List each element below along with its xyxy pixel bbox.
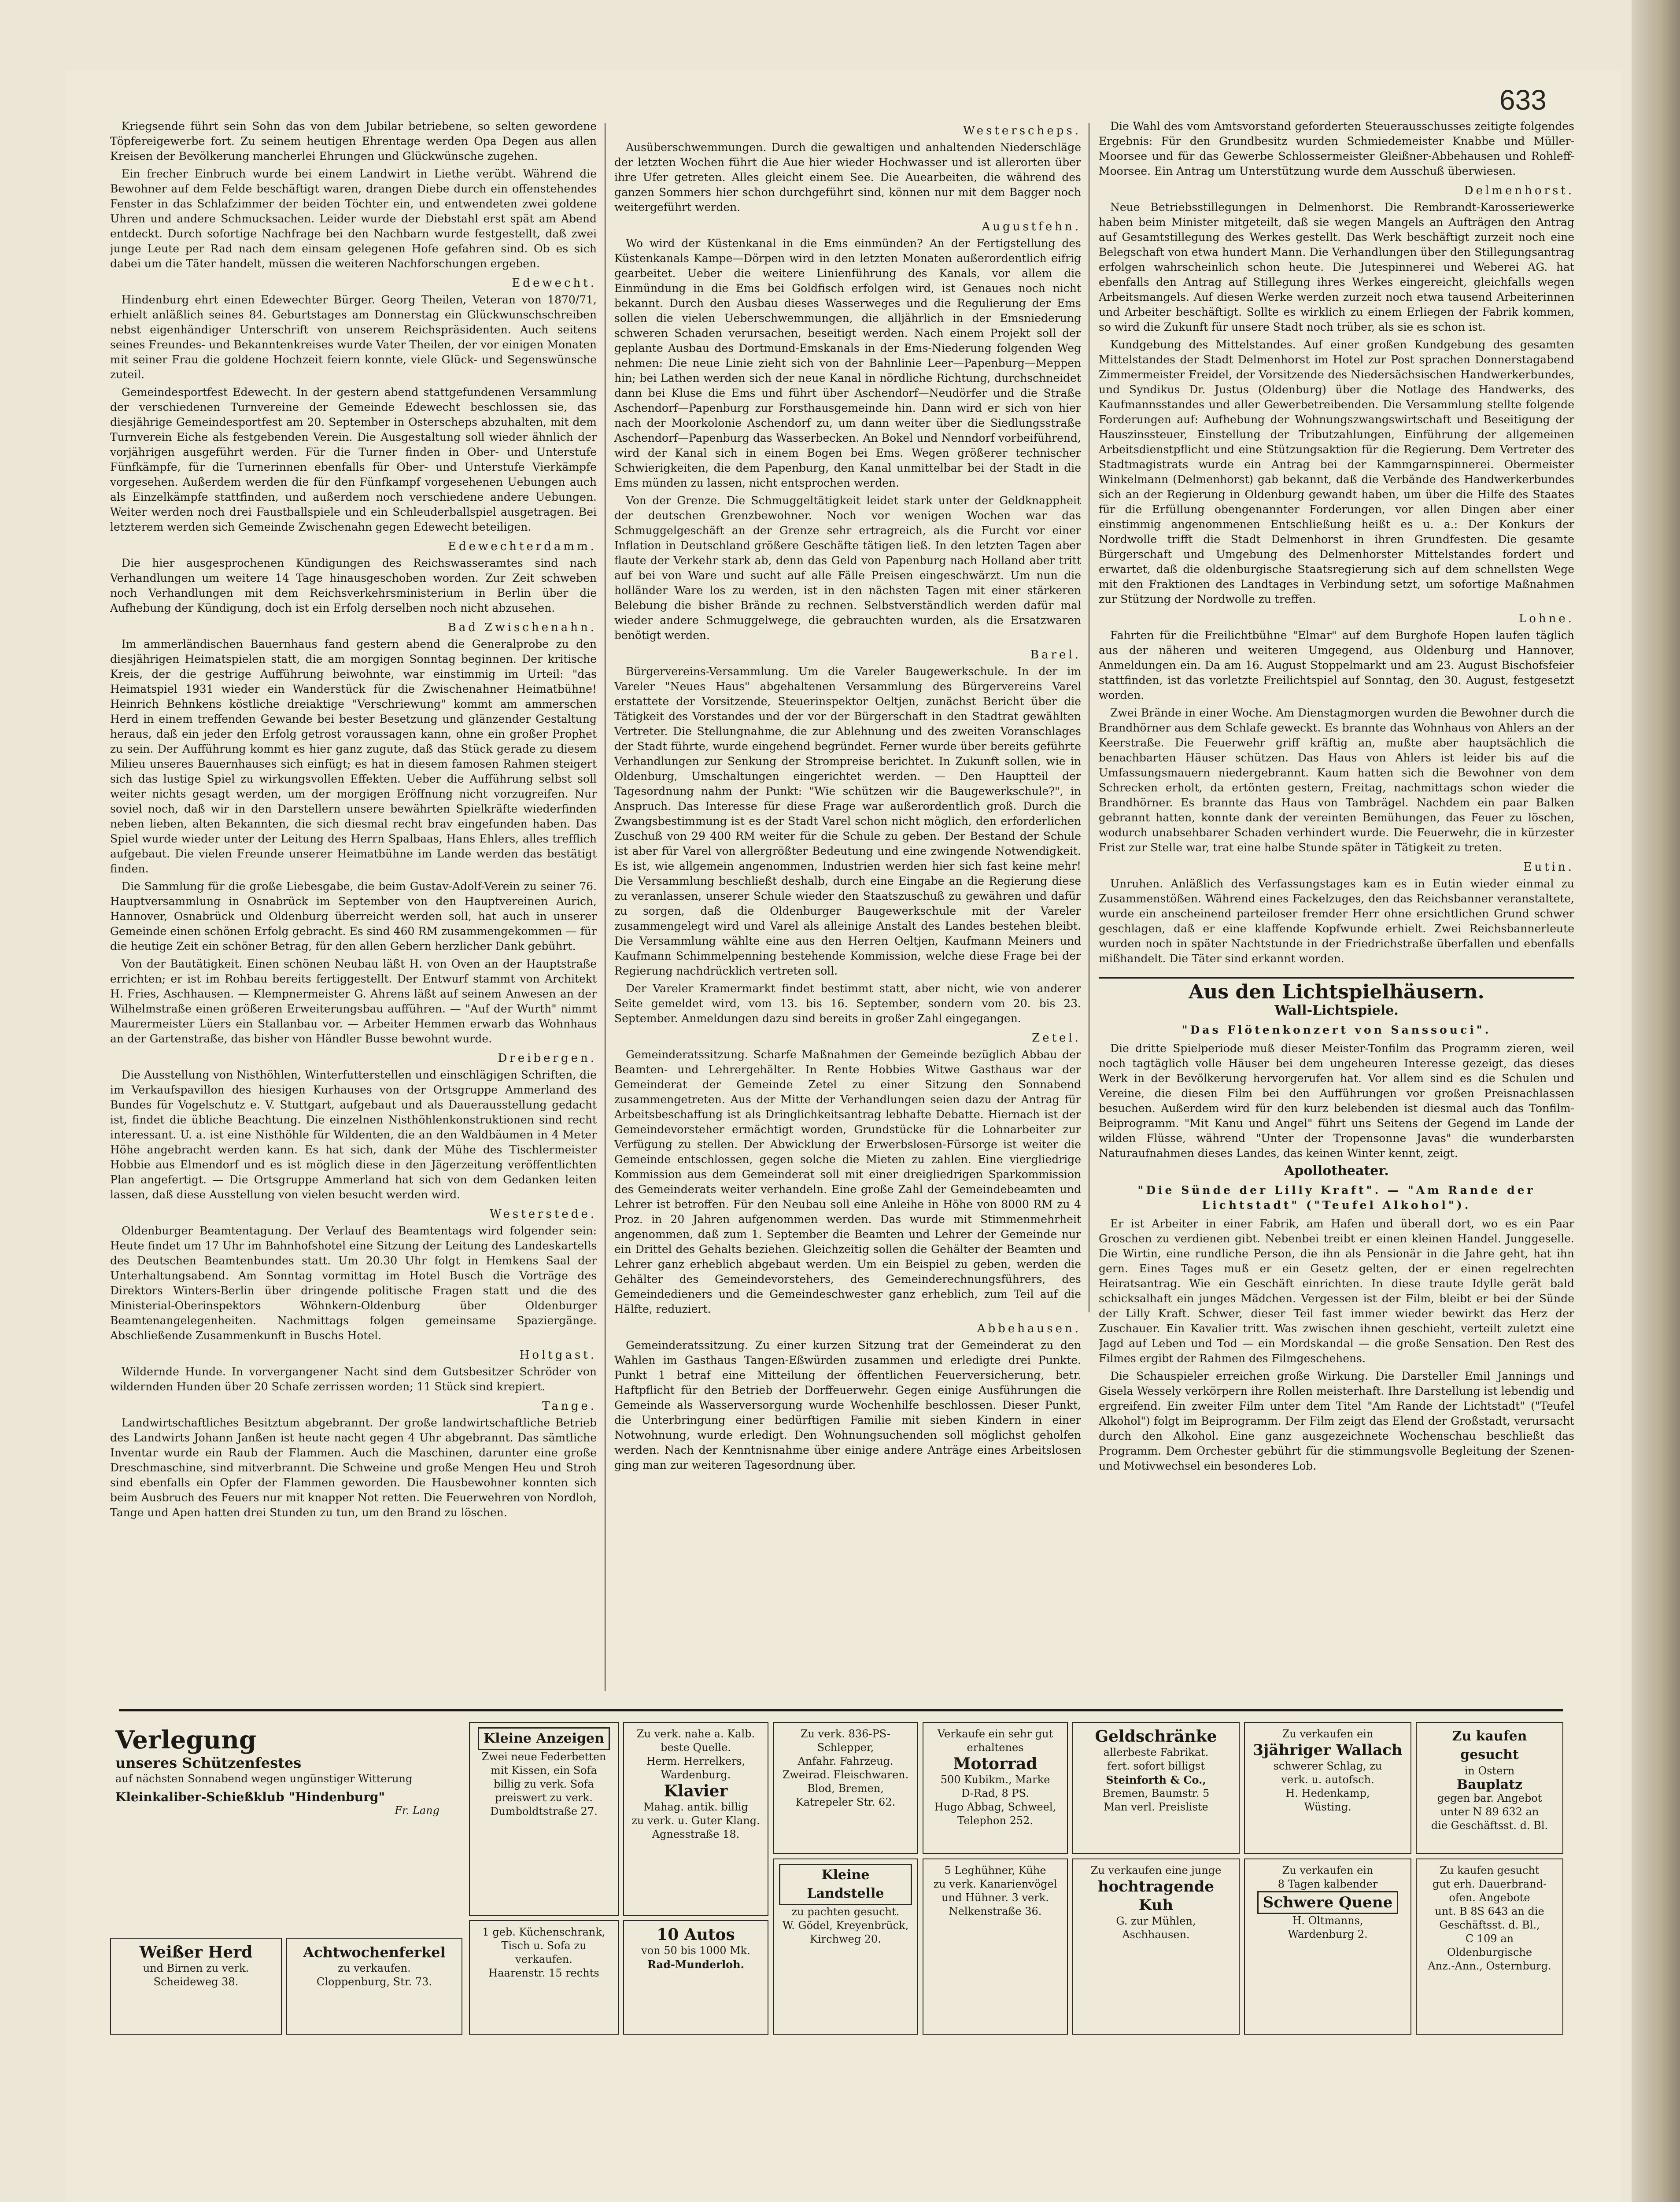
ad-line: 500 Kubikm., Marke (940, 1773, 1050, 1786)
article-paragraph: Gemeinderatssitzung. Scharfe Maßnahmen der Gemeinde bezüglich Abbau der Beamten- und Lehrergehälter. In Rente Hobbies Witwe Gasthaus war der Gemeinderat der Gemeinde Zetel zu einer Sitzung den Sonnabend zusammengetreten. Aus der Mitte der Verhandlungen seien dazu der Antrag für Arbeitsbeschaffung ist als Dringlichkeitsantrag lebhafte Debatte. Hiernach ist der Gemeindevorsteher ermächtigt worden, Grundstücke für die Lohnarbeiter zur Verfügung zu stellen. Der Abwicklung der Erwerbslosen-Fürsorge ist weiter die Gemeinde entschlossen, gegen solche die Mieten zu zahlen. Eine viergliedrige Kommission aus dem Gemeinderat soll mit einer dreigliedrigen Sparkommission des Gemeinderats weiter verhandeln. Eine große Zahl der Gemeindebeamten und Lehrer ist betroffen. Für den Neubau soll eine Anleihe in Höhe von 8000 RM zu 4 Proz. in 20 Jahren aufgenommen werden. Das wurde mit Stimmenmehrheit angenommen, daß zum 1. September die Beamten und Lehrer der Gemeinde nur ein Drittel des Gehalts beziehen. Gleichzeitig sollen die Gehälter der Beamten und Lehrer ganz erheblich abgebaut werden. Um ein Beispiel zu geben, werden die Gehälter des Gemeindevorstehers, des Gemeinderechnungsführers, des Gemeindedieners und die Gemeindeschwester ganz erheblich, zum Teil auf die Hälfte, reduziert. (614, 1048, 1081, 1315)
ad-line: Bremen, Baumstr. 5 (1102, 1787, 1210, 1799)
article-paragraph: Der Vareler Kramermarkt findet bestimmt statt, aber nicht, wie von anderer Seite gemeldet wird, vom 13. bis 16. September, sondern vom 20. bis 23. September. Anmeldungen dazu sind bereits in großer Zahl eingegangen. (614, 982, 1081, 1025)
article-paragraph: Kundgebung des Mittelstandes. Auf einer großen Kundgebung des gesamten Mittelstandes der Stadt Delmenhorst im Hotel zur Post sprachen Donnerstagabend Zimmermeister Freidel, der Vorsitzende des Niedersächsischen Handwerkerbundes, und Syndikus Dr. Justus (Oldenburg) über die Notlage des Handwerks, des Kaufmannsstandes und aller Gewerbetreibenden. Die Versammlung stellte folgende Forderungen auf: Aufhebung der Wohnungszwangswirtschaft und Beseitigung der Hauszinssteuer, Einstellung der Tributzahlungen, Einführung der allgemeinen Arbeitsdienstpflicht und eine Stützungsaktion für die Regierung. Dem Vertreter des Stadtmagistrats wurde ein Antrag bei der Kammgarnspinnerei. Obermeister Winkelmann (Delmenhorst) gab bekannt, daß die Verbände des Handwerkerbundes sich an der Regierung in Oldenburg gewandt haben, um über die Hilfe des Staates für die Erfüllung obengenannter Forderungen, vor allen Dingen aber einer einstimmig angenommenen Entschließung heißt es u. a.: Der Konkurs der Nordwolle trifft die Stadt Delmenhorst in ihren Grundfesten. Die gesamte Bürgerschaft und Umgebung des Delmenhorster Mittelstandes fordert und erwartet, daß die oldenburgische Staatsregierung sich auf dem schnellsten Wege mit den Fraktionen des Landtages in Verbindung setzt, um sofortige Maßnahmen zur Stützung der Nordwolle zu treffen. (1099, 338, 1574, 606)
ad-line: Zu verkaufen eine junge (1090, 1864, 1222, 1877)
ad-line: Dumboldtstraße 27. (490, 1805, 598, 1818)
ad-title: Achtwochenferkel (303, 1944, 446, 1961)
ad-line: verk. u. autofsch. (1281, 1773, 1374, 1786)
ad-line: und Birnen zu verk. (143, 1962, 249, 1974)
ad-wallach (1244, 1722, 1411, 1854)
ad-line: 5 Leghühner, Kühe (944, 1864, 1046, 1877)
ad-line: schwerer Schlag, zu (1273, 1760, 1382, 1772)
ad-title: Zu kaufen gesucht (1452, 1729, 1527, 1762)
ad-title: Verlegung (115, 1725, 257, 1755)
ad-line: H. Oltmanns, (1292, 1914, 1363, 1927)
dateline: Barel. (1030, 648, 1081, 661)
ad-line: mit Kissen, ein Sofa (491, 1764, 597, 1777)
article-paragraph: Von der Bautätigkeit. Einen schönen Neubau läßt H. von Oven an der Hauptstraße errichten; er ist im Rohbau bereits fertiggestellt. Der Entwurf stammt von Architekt H. Fries, Aschhausen. — Klempnermeister G. Ahrens läßt auf seinem Anwesen an der Wilhelmstraße einen größeren Erweiterungsbau aufführen. — "Auf der Wurth" nimmt Maurermeister Lüers ein Stallanbau vor. — Arbeiter Hemmen erwarb das Wohnhaus an der Gartenstraße, das bisher von Händler Busse bewohnt wurde. (110, 957, 597, 1045)
ad-line: in Ostern (1464, 1765, 1515, 1777)
ad-line: Anfahr. Fahrzeug. (798, 1755, 894, 1767)
ad-line: Wardenburg. (661, 1769, 731, 1781)
ad-line: 8 Tagen kalbender (1278, 1878, 1378, 1890)
ad-klavier (623, 1722, 768, 1916)
ads-divider (119, 1709, 1563, 1711)
ad-title: hochtragende Kuh (1098, 1878, 1214, 1914)
ad-line: Anz.-Ann., Osternburg. (1428, 1960, 1551, 1972)
ad-signature: Fr. Lang (395, 1804, 439, 1817)
ad-line: Zwei neue Federbetten (481, 1751, 606, 1763)
page-number: 633 (1499, 84, 1547, 116)
ad-achtwochenferkel (286, 1938, 462, 2035)
ad-autos (623, 1920, 768, 2035)
ad-line: verkaufen. (515, 1953, 572, 1966)
ad-line: Nelkenstraße 36. (949, 1905, 1042, 1918)
ad-line: zu verk. Kanarienvögel (933, 1878, 1057, 1890)
ad-line: C 109 an Oldenburgische (1447, 1932, 1532, 1958)
ad-geldschraenke (1072, 1722, 1240, 1854)
article-paragraph: Unruhen. Anläßlich des Verfassungstages kam es in Eutin wieder einmal zu Zusammenstößen. Während eines Fackelzuges, den das Reichsbanner veranstaltete, wurde ein anscheinend parteiloser fremder Herr ohne ersichtlichen Grund schwer geschlagen, daß er eine klaffende Kopfwunde erhielt. Zwei Reichsbannerleute wurden noch in später Nachtstunde in der Friedrichstraße überfallen und ebenfalls mißhandelt. Die Täter sind erkannt worden. (1099, 877, 1574, 965)
ad-line: Man verl. Preisliste (1104, 1801, 1208, 1813)
article-paragraph: Zwei Brände in einer Woche. Am Dienstagmorgen wurden die Bewohner durch die Brandhörner aus dem Schlafe geweckt. Es brannte das Wohnhaus von Ahlers an der Keerstraße. Die Feuerwehr griff kräftig an, mußte aber hauptsächlich die benachbarten Häuser schützen. Das Haus von Ahlers ist leider bis auf die Umfassungsmauern niedergebrannt. Kaum hatten sich die Bewohner von dem Schrecken erholt, da ertönten gestern, Freitag, nachmittags schon wieder die Brandhörner. Es brannte das Haus von Tambrägel. Nachdem ein paar Balken gebrannt hatten, konnte dank der vereinten Bemühungen, das Feuer zu löschen, wodurch unabsehbarer Schaden verhindert wurde. Die Feuerwehr, die in kürzester Frist zur Stelle war, trat eine halbe Stunde später in Tätigkeit zu treten. (1099, 706, 1574, 854)
ad-org: Kleinkaliber-Schießklub "Hindenburg" (115, 1790, 385, 1804)
ad-line: fert. sofort billigst (1107, 1760, 1205, 1772)
ad-line: preiswert zu verk. (495, 1792, 593, 1804)
ad-title: Weißer Herd (139, 1943, 253, 1962)
dateline: Abbehausen. (977, 1322, 1081, 1335)
ad-line: ofen. Angebote (1449, 1892, 1530, 1904)
ad-line: W. Gödel, Kreyenbrück, Kirchweg 20. (782, 1919, 909, 1945)
article-paragraph: Neue Betriebsstillegungen in Delmenhorst. Die Rembrandt-Karosseriewerke haben beim Minister mitgeteilt, daß sie wegen Mangels an Aufträgen den Antrag auf Gesamtstillegung des Werkes gestellt. Das Werk beschäftigt zurzeit noch eine Belegschaft von etwa hundert Mann. Die Verhandlungen über den Stillegungsantrag erfolgen wahrscheinlich schon heute. Die Jutespinnerei und Weberei AG. hat ebenfalls den Antrag auf Stillegung ihres Werkes eingereicht, gleichfalls wegen Arbeitsmangels. Auf diesen Werke werden zurzeit noch etwa tausend Arbeiterinnen und Arbeiter beschäftigt. Sollte es wirklich zu einem Erliegen der Fabrik kommen, so wird die Zukunft für unsere Stadt noch trüber, als sie es schon ist. (1099, 201, 1574, 333)
ad-line: zu verkaufen. (338, 1962, 411, 1974)
ad-dauerbrand (1416, 1858, 1563, 2035)
ad-title: Kleine Landstelle (779, 1864, 912, 1905)
dateline: Lohne. (1518, 612, 1574, 625)
ad-line: Haarenstr. 15 rechts (488, 1967, 599, 1979)
ad-line: G. zur Mühlen, (1116, 1915, 1196, 1927)
ad-line: und Hühner. 3 verk. (942, 1892, 1049, 1904)
ad-title: Kleine Anzeigen (478, 1727, 610, 1750)
ad-title: 3jähriger Wallach (1253, 1741, 1403, 1759)
dateline: Westerscheps. (963, 124, 1081, 137)
column-rule (605, 123, 606, 1691)
dateline: Delmenhorst. (1464, 184, 1574, 197)
ad-fleischwaren (773, 1722, 918, 1854)
ad-line: Verkaufe ein sehr gut erhaltenes (937, 1728, 1053, 1754)
ad-line: H. Hedenkamp, (1285, 1787, 1370, 1799)
article-paragraph: Ausüberschwemmungen. Durch die gewaltigen und anhaltenden Niederschläge der letzten Wochen führt die Aue hier wieder Hochwasser und ist allerorten über ihre Ufer getreten. Alles gleicht einem See. Die Auearbeiten, die während des ganzen Sommers hier schon durchgeführt sind, können nur mit dem Bagger noch weitergeführt werden. (614, 141, 1081, 214)
column-3 (1099, 119, 1574, 1689)
dateline: Bad Zwischenahn. (447, 621, 597, 634)
ad-line: unter N 89 632 an (1440, 1806, 1539, 1818)
ad-line: Mahag. antik. billig (643, 1801, 748, 1813)
dateline: Zetel. (1032, 1031, 1081, 1045)
headline: "Das Flötenkonzert von Sanssouci". (1182, 1023, 1492, 1036)
ad-line: Hugo Abbag, Schweel, (934, 1801, 1056, 1813)
article-paragraph: Die Ausstellung von Nisthöhlen, Winterfutterstellen und einschlägigen Schriften, die im Verkaufspavillon des hiesigen Kurhauses von der Ortsgruppe Ammerland des Bundes für Vogelschutz e. V. Stuttgart, aufgebaut und als Dauerausstellung gedacht ist, findet die übliche Beachtung. Die einzelnen Nisthöhlenkonstruktionen sind recht interessant. U. a. ist eine Nisthöhle für Wildenten, die an den Waldbäumen in 4 Meter Höhe angebracht werden kann. Es hat sich, dank der Mühe des Tischlermeister Hobbie aus Elmendorf und es ist möglich diese in den Jägerzeitung veröffentlichten Plan angefertigt. — Die Ortsgruppe Ammerland hat sich von dem Gedanken leiten lassen, daß diese Ausstellung von vielen besucht werden wird. (110, 1068, 597, 1201)
ad-line: Geschäftsst. d. Bl., (1439, 1919, 1540, 1931)
dateline: Eutin. (1523, 861, 1574, 874)
ad-line: Scheideweg 38. (153, 1976, 239, 1988)
ad-line: billig zu verk. Sofa (494, 1778, 594, 1790)
ad-kleine-anzeigen (469, 1722, 619, 1916)
ad-title: Schwere Quene (1257, 1891, 1399, 1914)
article-paragraph: Gemeindesportfest Edewecht. In der gestern abend stattgefundenen Versammlung der verschiedenen Turnvereine der Gemeinde Edewecht beschlossen sie, das diesjährige Gemeindesportfest am 20. September in Osterscheps abzuhalten, mit dem Turnverein Eiche als festgebenden Verein. Die Ausgestaltung soll wieder ähnlich der vorjährigen ausgeführt werden. Für die Turner finden in Ober- und Unterstufe Fünfkämpfe, für die Turnerinnen ebenfalls für Ober- und Unterstufe Vierkämpfe vorgesehen. Außerdem werden die für den Fünfkampf vorgesehenen Uebungen auch als Einzelkämpfe stattfinden, und außerdem noch verschiedene andere Uebungen. Weiter werden noch drei Faustballspiele und ein Schleuderballspiel ausgetragen. Bei letzterem werden sich Gemeinde Zwischenahn gegen Edewecht beteiligen. (110, 386, 597, 533)
ad-kuechenschrank (469, 1920, 619, 2035)
ad-line: Zu verk. 836-PS-Schlepper, (800, 1728, 891, 1754)
ad-line: Wardenburg 2. (1288, 1928, 1368, 1940)
ad-motorrad (923, 1722, 1068, 1854)
article-paragraph: Die dritte Spielperiode muß dieser Meister-Tonfilm das Programm zieren, weil noch tagtäglich volle Häuser bei dem ungeheuren Interesse gezeigt, das dieses Werk in der Bevölkerung hervorgerufen hat. Vor allem sind es die Schulen und Vereine, die diesen Film bei den Aufführungen vor großen Preisnachlassen besuchen. Außerdem wird für den kurz belebenden ist diesmal auch das Tonfilm-Beiprogramm. "Mit Kanu und Angel" führt uns Seitens der Gegend im Lande der wilden Flüsse, während "Unter der Tropensonne Javas" die wunderbarsten Naturaufnahmen dieses Landes, das keinen Winter kennt, zeigt. (1099, 1042, 1574, 1160)
article-paragraph: Fahrten für die Freilichtbühne "Elmar" auf dem Burghofe Hopen laufen täglich aus der näheren und weiteren Umgegend, aus Oldenburg und Hannover, Anmeldungen ein. Da am 16. August Stoppelmarkt und am 23. August Bischofsfeier stattfinden, ist das vorletzte Freilichtspiel auf Sonntag, den 30. August, festgesetzt worden. (1099, 629, 1574, 702)
subsection-heading: Wall-Lichtspiele. (1274, 1003, 1399, 1018)
ad-line: Steinforth & Co., (1106, 1773, 1206, 1786)
ad-line: Agnesstraße 18. (652, 1828, 740, 1840)
ad-leghuehner (923, 1858, 1068, 2035)
article-paragraph: Von der Grenze. Die Schmuggeltätigkeit leidet stark unter der Geldknappheit der deutschen Grenzbewohner. Noch vor wenigen Wochen war das Schmuggelgeschäft an der Grenze sehr ertragreich, als die Furcht vor einer Inflation in Deutschland größere Geschäfte tätigen ließ. In den letzten Tagen aber flaute der Verkehr stark ab, denn das Geld von Papenburg nach Holland aber tritt auf bei von Ware und sucht auf alle Fälle Preisen eingeschwärzt. Um nun die holländer Ware los zu werden, ist in den nächsten Tagen mit einer stärkeren Belebung die bisher Brände zu rechnen. Selbstverständlich werden dafür mal wieder andere Schmuggelwege, die gebrauchten wurden, als die Ersatzwaren benötigt werden. (614, 494, 1081, 642)
ad-line: 1 geb. Küchenschrank, (482, 1926, 606, 1938)
ad-title: Motorrad (953, 1755, 1038, 1773)
ad-title: Geldschränke (1095, 1727, 1217, 1746)
ad-line: Aschhausen. (1122, 1929, 1190, 1941)
ad-line: Wüsting. (1304, 1801, 1351, 1813)
ad-line: Zweirad. Fleischwaren. (782, 1769, 909, 1781)
ad-verlegung (110, 1722, 445, 1927)
article-paragraph: Landwirtschaftliches Besitztum abgebrannt. Der große landwirtschaftliche Betrieb des Landwirts Johann Janßen ist heute nacht gegen 4 Uhr abgebrannt. Das sämtliche Inventar wurde ein Raub der Flammen. Auch die Maschinen, darunter eine große Dreschmaschine, sind mitverbrannt. Die Schweine und große Mengen Heu und Stroh sind ebenfalls ein Opfer der Flammen geworden. Die Hausbewohner konnten sich beim Ausbruch des Feuers nur mit knapper Not retten. Die Feuerwehren von Nordloh, Tange und Apen hatten drei Stunden zu tun, um den Brand zu löschen. (110, 1416, 597, 1519)
ad-line: die Geschäftsst. d. Bl. (1431, 1819, 1548, 1832)
column-1 (110, 119, 597, 1696)
column-2 (614, 119, 1081, 1678)
ad-schwere-quene (1244, 1858, 1411, 2035)
ad-weisser-herd (110, 1938, 282, 2035)
article-paragraph: Wildernde Hunde. In vorvergangener Nacht sind dem Gutsbesitzer Schröder von wildernden Hunden über 20 Schafe zerrissen worden; 11 Stück sind krepiert. (110, 1365, 597, 1393)
article-paragraph: Die Sammlung für die große Liebesgabe, die beim Gustav-Adolf-Verein zu seiner 76. Hauptversammlung in Osnabrück im September von den Hauptvereinen Aurich, Hannover, Osnabrück und Oldenburg überreicht werden soll, hat auch in unserer Gemeinde einen schönen Erfolg gebracht. Es sind 460 RM zusammengekommen — für die heutige Zeit ein schöner Betrag, für den allen Gebern herzlicher Dank gebührt. (110, 880, 597, 953)
article-paragraph: Die Wahl des vom Amtsvorstand geforderten Steuerausschusses zeitigte folgendes Ergebnis: Für den Grundbesitz wurden Schmiedemeister Knabbe und Müller-Moorsee und für das Gewerbe Schlossermeister Gleißner-Abbehausen und Rohleff-Moorsee. Ein Antrag um Unterstützung wurde dem Ausschuß überwiesen. (1099, 120, 1574, 177)
ad-line: unt. B 8S 643 an die (1435, 1905, 1544, 1918)
headline: "Die Sünde der Lilly Kraft". — "Am Rande der Lichtstadt" ("Teufel Alkohol"). (1137, 1184, 1536, 1212)
article-paragraph: Bürgervereins-Versammlung. Um die Vareler Baugewerkschule. In der im Vareler "Neues Haus" abgehaltenen Versammlung des Bürgervereins Varel erstattete der Vorsitzende, Steuerinspektor Oeltjen, zunächst Bericht über die Tätigkeit des Vorstandes und der vor der Bürgerschaft in den Stadtrat gewählten Vertreter. Die Stellungnahme, die zur Ablehnung und des zweiten Voranschlages der Stadt führte, wurde eingehend begründet. Ferner wurde über bereits geführte Verhandlungen zur Senkung der Strompreise berichtet. In Zukunft sollen, wie in Oldenburg, Umschaltungen eingerichtet werden. — Den Hauptteil der Tagesordnung nahm der Punkt: "Wie schützen wir die Baugewerkschule?", in Anspruch. Das Interesse für diese Frage war außerordentlich groß. Durch die Zwangsbestimmung ist es der Stadt Varel schon nicht möglich, den erforderlichen Zuschuß von 29 400 RM weiter für die Schule zu geben. Der Bestand der Schule ist aber für Varel von allergrößter Bedeutung und eine zwingende Notwendigkeit. Es ist, wie allgemein angenommen, Industrien werden hier sich fast keine mehr! Die Versammlung beschließt deshalb, durch eine Eingabe an die Regierung diese zu veranlassen, unserer Schule wieder den Staatszuschuß zu gewähren und dafür zu sorgen, daß die Oldenburger Baugewerkschule mit der Vareler zusammengelegt wird und Varel als alleinige Anstalt des Landes bestehen bleibt. Die Versammlung wählte eine aus den Herren Oeltjen, Kaufmann Meiners und Kaufmann Schimmelpenning bestehende Kommission, welche diese Frage bei der Regierung nachdrücklich vertreten soll. (614, 665, 1081, 977)
article-paragraph: Die hier ausgesprochenen Kündigungen des Reichswasseramtes sind nach Verhandlungen um weitere 14 Tage hinausgeschoben worden. Zur Zeit schweben noch Verhandlungen mit dem Reichsverkehrsministerium in Berlin über die Aufhebung der Kündigung, doch ist ein Erfolg derselben noch nicht abzusehen. (110, 557, 597, 614)
article-paragraph: Wo wird der Küstenkanal in die Ems einmünden? An der Fertigstellung des Küstenkanals Kampe—Dörpen wird in den letzten Monaten außerordentlich eifrig gearbeitet. Ueber die weitere Linienführung des Kanals, vor allem die Einmündung in die Ems bei Goldfisch erfolgen wird, ist Genaues noch nicht bekannt. Durch den Ausbau dieses Wasserweges und die Regulierung der Ems sollen die vielen Ueberschwemmungen, die alljährlich in der Emsniederung schweren Schaden verursachen, beseitigt werden. Nach einem Projekt soll der geplante Ausbau des Dortmund-Emskanals in der Ems-Niederung folgenden Weg nehmen: Die neue Linie zieht sich von der Bahnlinie Leer—Papenburg—Meppen hin; bei Lathen werden sich der neue Kanal in nördliche Richtung, durchschneidet dann bei Kluse die Ems und führt über Aschendorf—Neudörfer und die Straße Aschendorf—Papenburg zur Forsthausgemeinde hin. Dann wird er sich von hier nach der Moorkolonie Aschendorf zu, um dann weiter über die Siedlungsstraße Aschendorf—Papenburg das Wasserbecken. An Bokel und Nenndorf vorbeiführend, wird der Kanal sich in einem Bogen bei Ems. Wegen größerer technischer Schwierigkeiten, die dem Papenburg, den Kanal unmittelbar bei der Stadt in die Ems münden zu lassen, nicht entsprochen werden. (614, 237, 1081, 489)
section-heading: Aus den Lichtspielhäusern. (1099, 977, 1574, 1000)
ad-line: gegen bar. Angebot (1437, 1792, 1542, 1804)
article-paragraph: Im ammerländischen Bauernhaus fand gestern abend die Generalprobe zu den diesjährigen Heimatspielen statt, die am morgigen Sonntag beginnen. Der kritische Kreis, der die gestrige Aufführung beiwohnte, war einstimmig im Urteil: "das Heimatspiel 1931 wieder ein Wanderstück für die Zwischenahner Heimatbühne! Heinrich Behnkens köstliche dreiaktige "Verschriewung" kommt am ammerschen Herd in einem treffenden Gewande bei bester Besetzung und glänzender Gestaltung heraus, daß ein jeder den Erfolg getrost voraussagen kann, ohne ein großer Prophet zu sein. Der Aufführung kommt es hier ganz zugute, daß das Stück gerade zu diesem Milieu unseres Bauernhauses sich einfügt; es hat in diesem famosen Rahmen steigert sich das lustige Spiel zu wirkungsvollen Effekten. Ueber die Aufführung selbst soll weiter nichts gesagt werden, um der morgigen Eröffnung nicht vorzugreifen. Nur soviel noch, daß wir in den Darstellern unsere bewährten Spielkräfte wiederfinden neben lieben, alten Bekannten, die sich diesmal recht brav eingefunden haben. Das Spiel wurde wieder unter der Leitung des Herrn Spalbaas, Hans Ehlers, alles trefflich aufgebaut. Die vielen Freunde unserer Heimatbühne im Lande werden das bestätigt finden. (110, 638, 597, 875)
ad-line: Bauplatz (1456, 1777, 1523, 1792)
article-paragraph: Die Schauspieler erreichen große Wirkung. Die Darsteller Emil Jannings und Gisela Wessely verkörpern ihre Rollen meisterhaft. Ihre Darstellung ist lebendig und ergreifend. Ein zweiter Film unter dem Titel "Am Rande der Lichtstadt" ("Teufel Alkohol") folgt im Beiprogramm. Der Film zeigt das Elend der Großstadt, verursacht durch den Alkohol. Eine ganz ausgezeichnete Wochenschau beschließt das Programm. Dem Orchester gebührt für die stimmungsvolle Begleitung der Szenen- und Motivwechsel ein besonderes Lob. (1099, 1370, 1574, 1472)
ad-line: Zu verkaufen ein (1282, 1728, 1374, 1740)
ad-title: Klavier (664, 1782, 728, 1800)
ad-line: allerbeste Fabrikat. (1103, 1746, 1209, 1759)
ad-line: Telephon 252. (957, 1814, 1034, 1827)
ad-hochtragende-kuh (1072, 1858, 1240, 2035)
ad-line: Rad-Munderloh. (647, 1958, 744, 1971)
ad-line: gut erh. Dauerbrand- (1432, 1878, 1547, 1890)
ad-line: beste Quelle. (661, 1741, 731, 1754)
ad-line: Zu kaufen gesucht (1440, 1864, 1540, 1877)
ad-line: Katrepeler Str. 62. (795, 1796, 896, 1808)
newspaper-page (66, 70, 1621, 2202)
article-paragraph: Kriegsende führt sein Sohn das von dem Jubilar betriebene, so selten gewordene Töpfereigewerbe fort. Zu seinem heutigen Ehrentage werden Opa Degen aus allen Kreisen der Bevölkerung mancherlei Ehrungen und Glückwünsche zugehen. (110, 120, 597, 163)
article-paragraph: Oldenburger Beamtentagung. Der Verlauf des Beamtentags wird folgender sein: Heute findet um 17 Uhr im Bahnhofshotel eine Sitzung der Leitung des Landeskartells des Deutschen Beamtenbundes statt. Um 20.30 Uhr folgt in Hemkens Saal der Unterhaltungsabend. Am Sonntag vormittag im Hotel Busch die Vorträge des Direktors Winters-Berlin über dringende politische Fragen statt und die des Ministerial-Oberinspektors Wöhnkern-Oldenburg über Oldenburger Beamtenangelegenheiten. Nachmittags folgen gemeinsame Spaziergänge. Abschließende Zusammenkunft in Buschs Hotel. (110, 1224, 597, 1342)
article-paragraph: Hindenburg ehrt einen Edewechter Bürger. Georg Theilen, Veteran von 1870/71, erhielt anläßlich seines 84. Geburtstages am Donnerstag ein Glückwunschschreiben nebst eigenhändiger Unterschrift von unserem Reichspräsidenten. Auch seitens seines Freundes- und Bekanntenkreises wurde Vater Theilen, der vor einigen Monaten mit seiner Frau die goldene Hochzeit feiern konnte, viele Glück- und Segenswünsche zuteil. (110, 293, 597, 381)
ad-line: zu pachten gesucht. (791, 1906, 900, 1918)
dateline: Augustfehn. (982, 220, 1081, 233)
page-edge (1632, 0, 1680, 2202)
ad-title: 10 Autos (657, 1925, 735, 1944)
ad-line: Zu verkaufen ein (1282, 1864, 1374, 1877)
ad-line: Blod, Bremen, (807, 1782, 884, 1795)
dateline: Holtgast. (519, 1349, 597, 1362)
article-paragraph: Ein frecher Einbruch wurde bei einem Landwirt in Liethe verübt. Während die Bewohner auf dem Felde beschäftigt waren, drangen Diebe durch ein offenstehendes Fenster in das Schlafzimmer der beiden Töchter ein, und entwendeten zwei goldene Uhren und andere Schmucksachen. Leider wurde der Diebstahl erst spät am Abend entdeckt. Durch sofortige Nachfrage bei den Nachbarn wurde festgestellt, daß zwei junge Leute per Rad nach dem einsam gelegenen Hofe gefahren sind. Ob es sich dabei um die Täter handelt, müssen die weiteren Nachforschungen ergeben. (110, 167, 597, 270)
dateline: Westerstede. (489, 1208, 597, 1221)
ad-line: Cloppenburg, Str. 73. (316, 1976, 432, 1988)
ad-line: Tisch u. Sofa zu (501, 1940, 587, 1952)
dateline: Edewecht. (512, 277, 597, 290)
article-paragraph: Gemeinderatssitzung. Zu einer kurzen Sitzung trat der Gemeinderat zu den Wahlen im Gasthaus Tangen-Eßwürden zusammen und erledigte drei Punkte. Punkt 1 betraf eine Mitteilung der öffentlichen Feuerversicherung, betr. Haftpflicht für den Betrieb der Dorffeuerwehr. Gegen einige Ausführungen die Gemeinde als Wasserversorgung wurde Wochenhilfe beschlossen. Dieser Punkt, die Unterbringung einer bedürftigen Familie mit sieben Kindern in einer Notwohnung, wurde erledigt. Den Wohnungsuchenden soll möglichst geholfen werden. Nach der Kenntnisnahme über einige andere Anträge eines Arbeitslosen ging man zur weiteren Tagesordnung über. (614, 1339, 1081, 1471)
ad-kleine-landstelle (773, 1858, 918, 2035)
ad-bauplatz (1416, 1722, 1563, 1854)
article-paragraph: Er ist Arbeiter in einer Fabrik, am Hafen und überall dort, wo es ein Paar Groschen zu verdienen gibt. Nebenbei treibt er einen kleinen Handel. Junggeselle. Die Wirtin, eine rundliche Person, die ihn als Pensionär in die Jahre geht, hat ihn gern. Eines Tages muß er ein Gesetz gelten, der er einen regelrechten Heiratsantrag. Wie ein Geschäft einrichten. In diese traute Idylle gerät bald schicksalhaft ein junges Mädchen. Vergessen ist der Film, bleibt er bei der Sünde der Lilly Kraft. Schwer, dieser Teil fast immer wieder bewirkt das Herz der Zuschauer. Ein Kavalier tritt. Was zwischen ihnen geschieht, verteilt zuletzt eine Jagd auf Leben und Tod — ein Mordskandal — die große Sensation. Den Rest des Filmes ergibt der Rahmen des Filmgeschehens. (1099, 1217, 1574, 1365)
ad-text: auf nächsten Sonnabend wegen ungünstiger Witterung (115, 1773, 413, 1785)
dateline: Edewechterdamm. (448, 540, 597, 553)
ad-subtitle: unseres Schützenfestes (115, 1755, 302, 1771)
ad-line: Zu verk. nahe a. Kalb. (636, 1728, 755, 1740)
dateline: Dreibergen. (498, 1052, 597, 1065)
ad-line: D-Rad, 8 PS. (961, 1787, 1029, 1799)
ad-line: Herm. Herrelkers, (646, 1755, 746, 1767)
subsection-heading: Apollotheater. (1284, 1163, 1389, 1179)
ad-line: von 50 bis 1000 Mk. (641, 1944, 750, 1957)
dateline: Tange. (542, 1400, 597, 1413)
ad-line: zu verk. u. Guter Klang. (631, 1814, 760, 1827)
